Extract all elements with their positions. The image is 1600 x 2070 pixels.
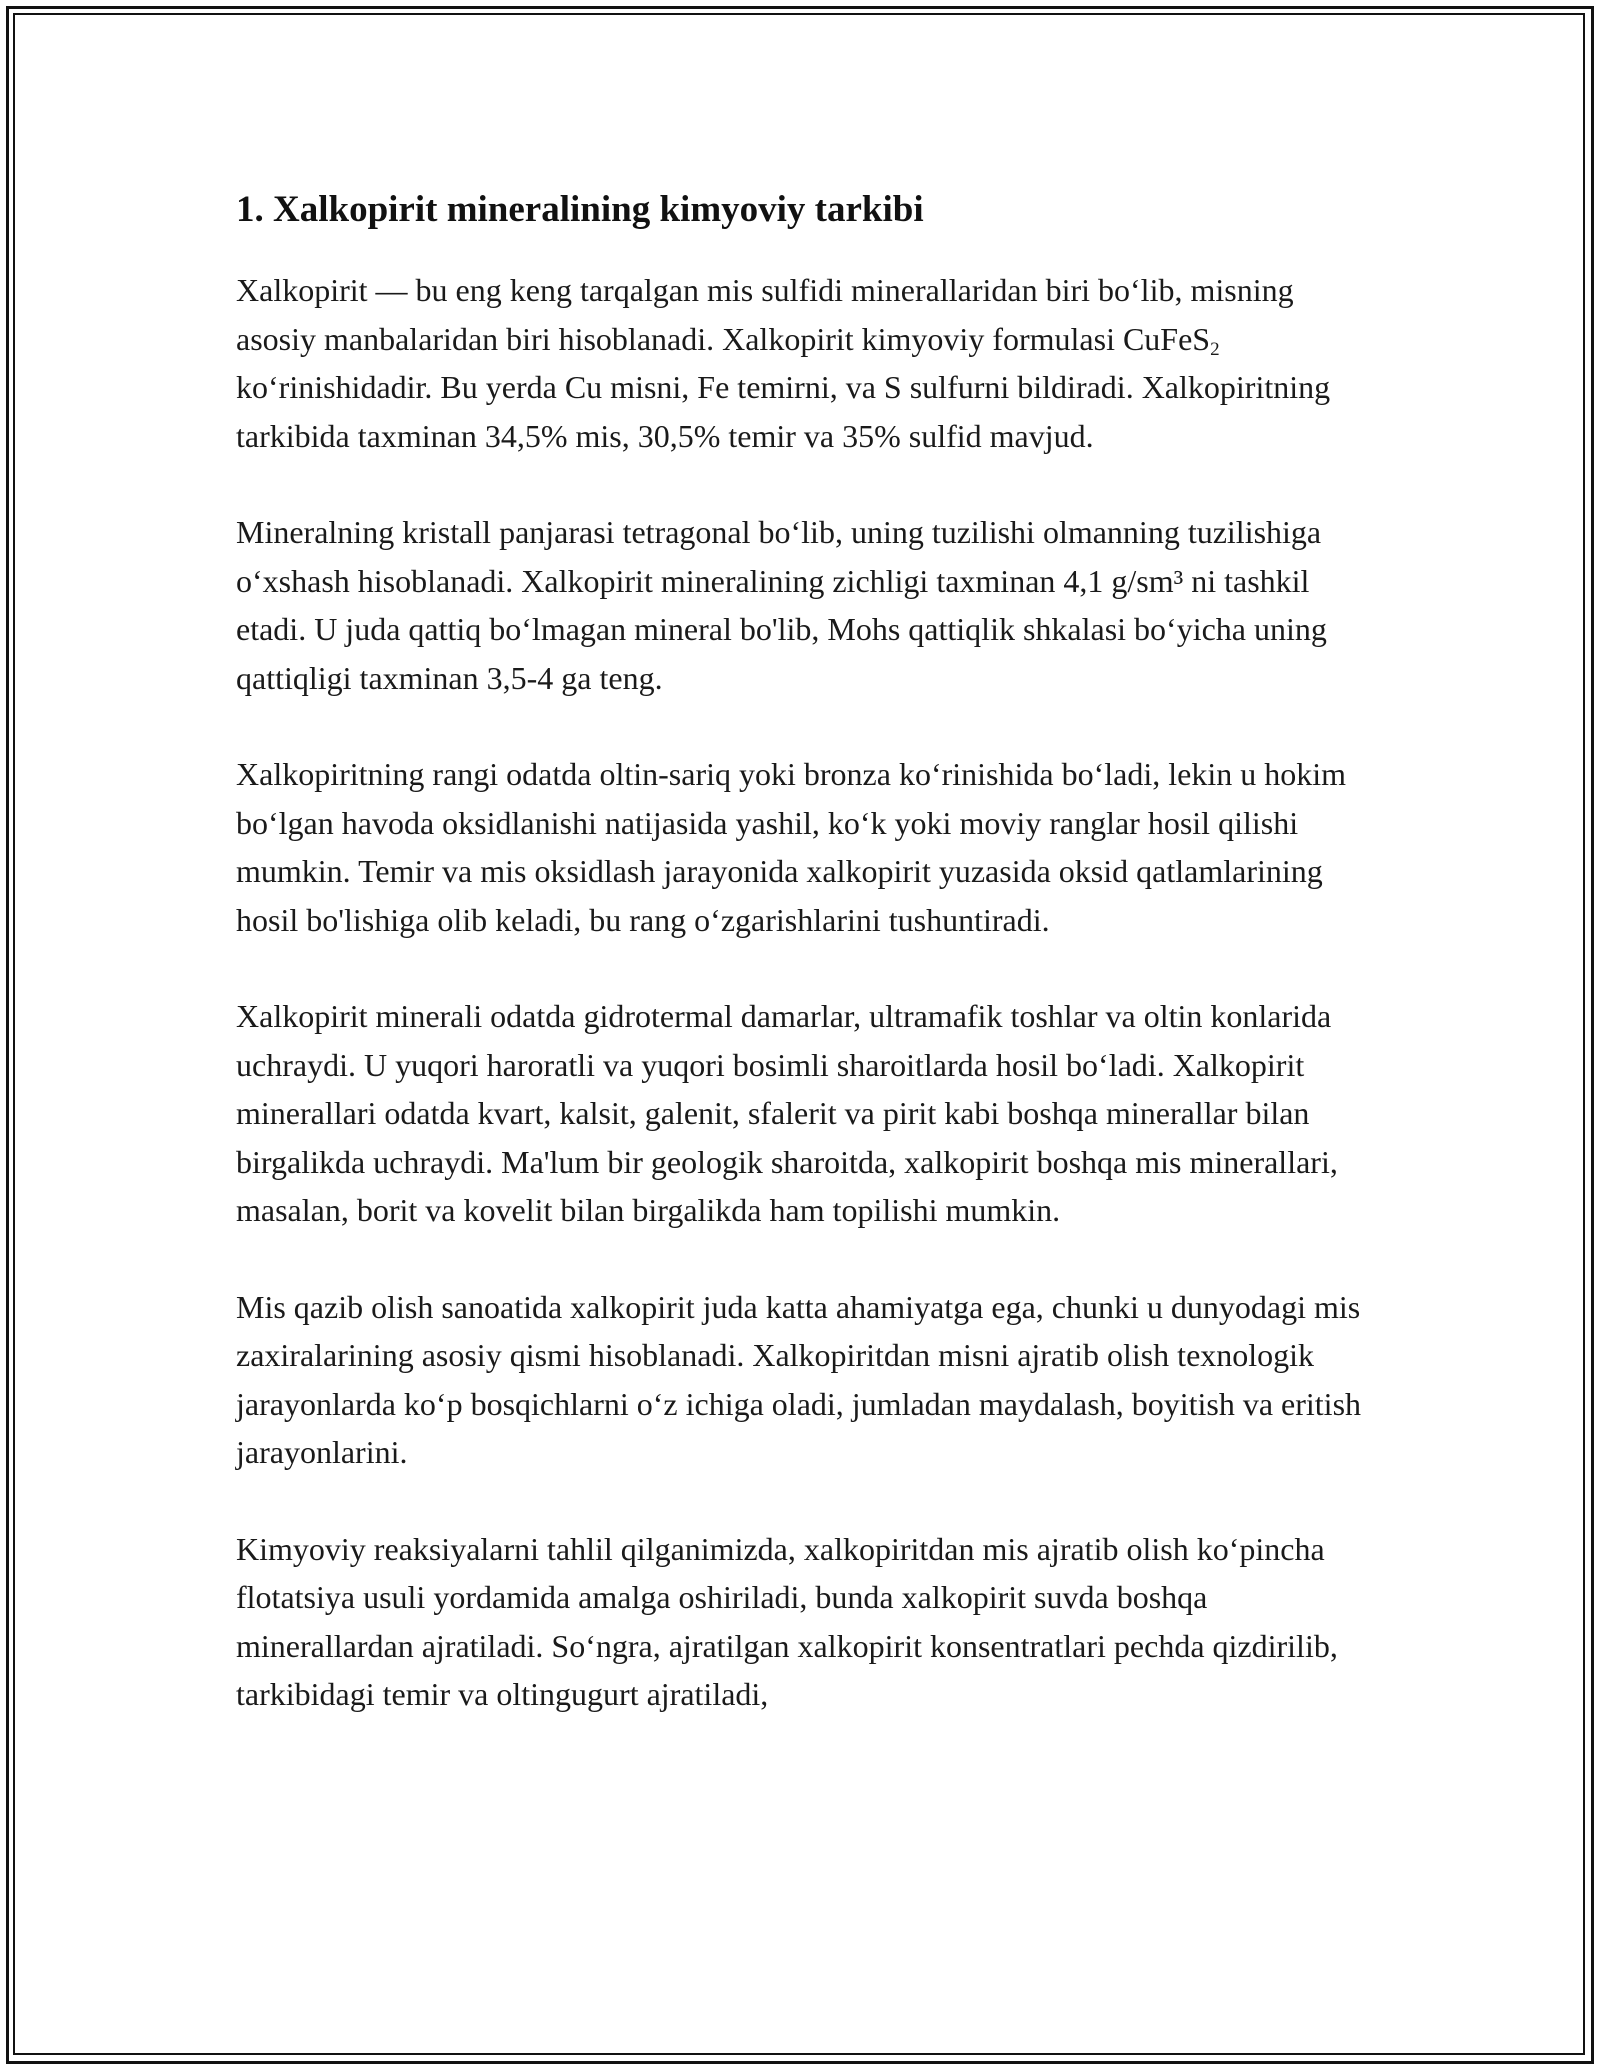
paragraph-occurrence: Xalkopirit minerali odatda gidrotermal damarlar, ultramafik toshlar va oltin konlarida uchraydi. U yuqori haroratli va yuqori bosimli sharoitlarda hosil bo‘ladi. Xalkopirit minerallari odatda kvart, kalsit, galenit, sfalerit va pirit kabi boshqa minerallar bilan birgalikda uchraydi. Ma'lum bir geologik sharoitda, xalkopirit boshqa mis minerallari, masalan, borit va kovelit bilan birgalikda ham topilishi mumkin. (236, 998, 1338, 1228)
chemical-formula (1122, 320, 1220, 360)
paragraph-color: Xalkopiritning rangi odatda oltin-sariq yoki bronza ko‘rinishida bo‘ladi, lekin u hokim bo‘lgan havoda oksidlanishi natijasida yashil, ko‘k yoki moviy ranglar hosil qilishi mumkin. Temir va mis oksidlash jarayonida xalkopirit yuzasida oksid qatlamlarining hosil bo'lishiga olib keladi, bu rang o‘zgarishlarini tushuntiradi. (236, 756, 1346, 938)
paragraph-1-text-after: ko‘rinishidadir. Bu yerda Cu misni, Fe temirni, va S sulfurni bildiradi. Xalkopiritning tarkibida taxminan 34,5% mis, 30,5% temir va 35% sulfid mavjud. (236, 369, 1331, 454)
formula-main: CuFeS (1122, 320, 1211, 357)
paragraph-crystal-structure: Mineralning kristall panjarasi tetragonal bo‘lib, uning tuzilishi olmanning tuzilishiga o‘xshash hisoblanadi. Xalkopirit mineralining zichligi taxminan 4,1 g/sm³ ni tashkil etadi. U juda qattiq bo‘lmagan mineral bo'lib, Mohs qattiqlik shkalasi bo‘yicha uning qattiqligi taxminan 3,5-4 ga teng. (236, 514, 1327, 696)
paragraph-flotation: Kimyoviy reaksiyalarni tahlil qilganimizda, xalkopiritdan mis ajratib olish ko‘pincha flotatsiya usuli yordamida amalga oshiriladi, bunda xalkopirit suvda boshqa minerallardan ajratiladi. So‘ngra, ajratilgan xalkopirit konsentratlari pechda qizdirilib, tarkibidagi temir va oltingugurt ajratiladi, (236, 1530, 1338, 1712)
paragraph-mining-importance: Mis qazib olish sanoatida xalkopirit juda katta ahamiyatga ega, chunki u dunyodagi mis zaxiralarining asosiy qismi hisoblanadi. Xalkopiritdan misni ajratib olish texnologik jarayonlarda ko‘p bosqichlarni o‘z ichiga oladi, jumladan maydalash, boyitish va eritish jarayonlarini. (236, 1288, 1362, 1470)
section-heading: 1. Xalkopirit mineralining kimyoviy tarkibi (236, 189, 924, 230)
paragraph-chemical-formula (236, 266, 1366, 460)
paragraph-1-text-before: Xalkopirit — bu eng keng tarqalgan mis sulfidi minerallaridan biri bo‘lib, misning asosiy manbalaridan biri hisoblanadi. Xalkopirit kimyoviy formulasi (236, 272, 1294, 357)
document-body (236, 186, 1366, 1767)
formula-subscript: 2 (1210, 338, 1220, 360)
